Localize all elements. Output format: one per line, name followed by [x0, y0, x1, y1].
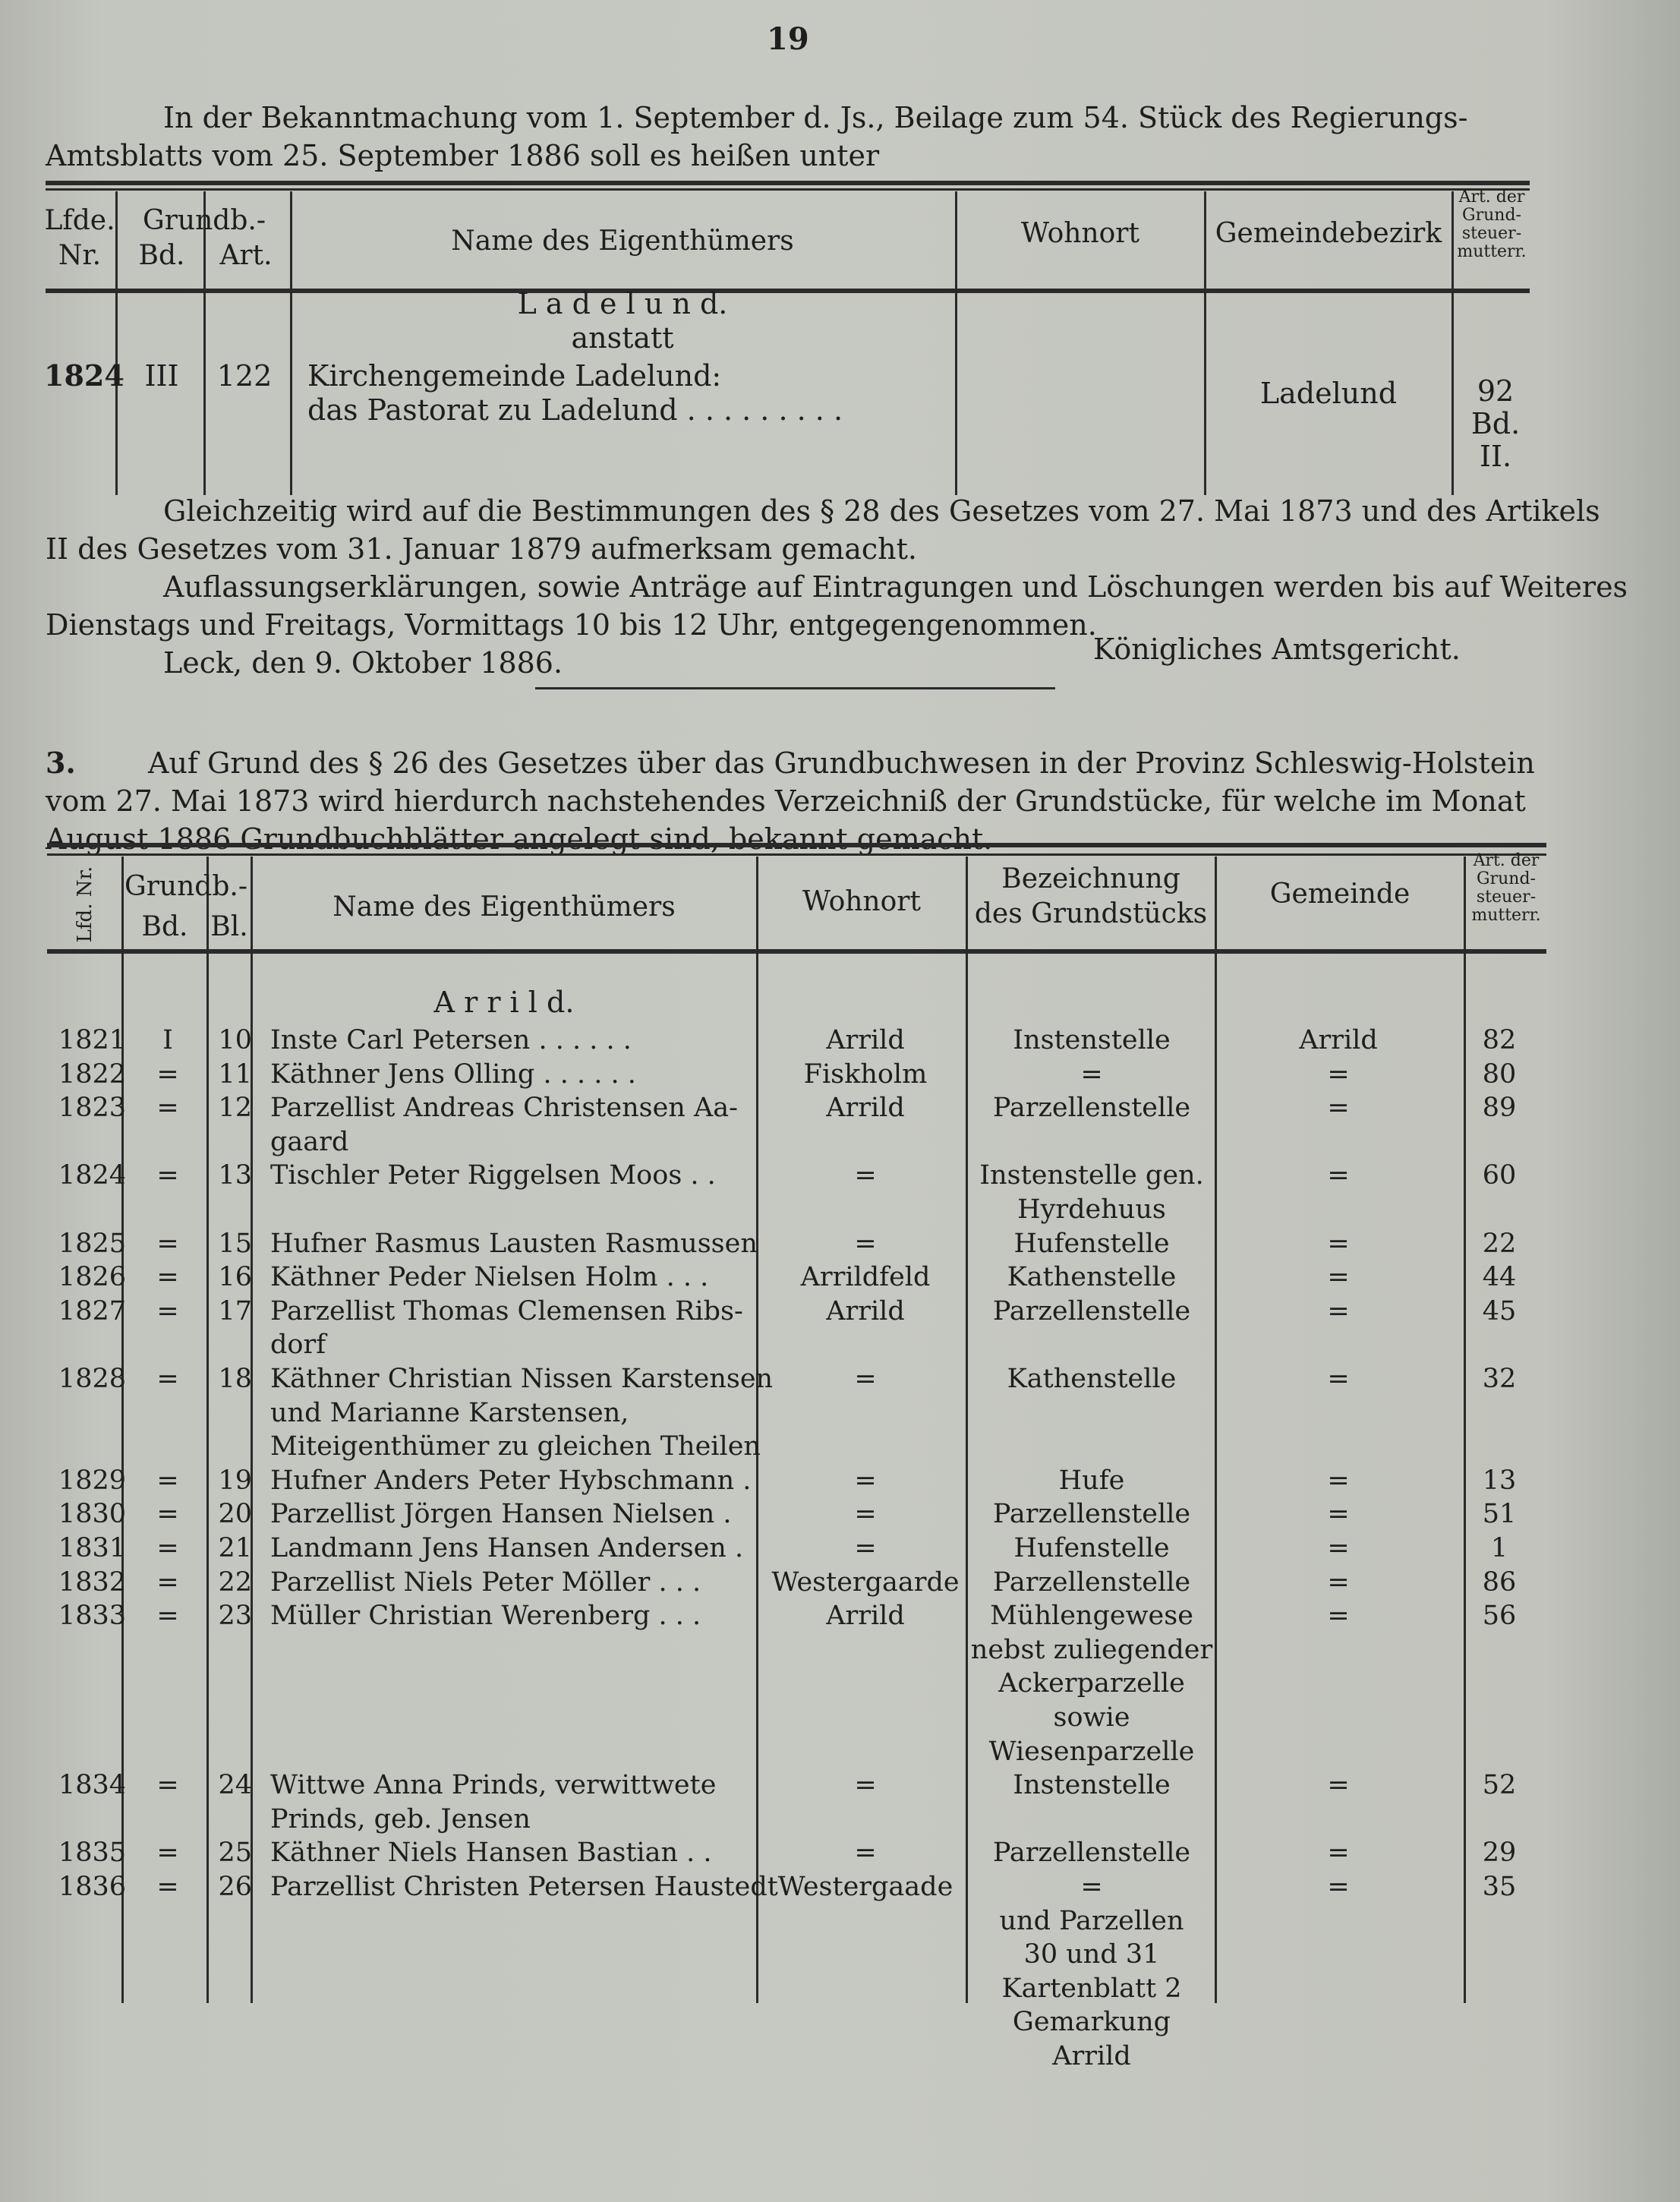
row-nr: 1821	[58, 1025, 126, 1055]
row-gemeinde: =	[1327, 1770, 1350, 1801]
table-row	[0, 1735, 1680, 1768]
section3-line-3: August 1886 Grundbuchblätter angelegt sind, bekannt gemacht.	[46, 822, 993, 856]
row-wohnort: =	[854, 1533, 877, 1563]
intro-line-1: In der Bekanntmachung vom 1. September d. Js., Beilage zum 54. Stück des Regierungs-	[163, 101, 1468, 134]
t1-entry-art-3: II.	[1479, 440, 1512, 473]
table1-col-divider	[955, 191, 957, 495]
section-divider	[535, 687, 1055, 689]
notice-line-1: Gleichzeitig wird auf die Bestimmungen des § 28 des Gesetzes vom 27. Mai 1873 und des Artikels	[163, 494, 1600, 528]
row-nr: 1830	[58, 1499, 126, 1530]
table-row	[0, 1058, 1680, 1091]
row-wohnort: Arrildfeld	[800, 1262, 931, 1293]
row-gemeinde: =	[1327, 1058, 1350, 1090]
section3-line-2: vom 27. Mai 1873 wird hierdurch nachstehendes Verzeichniß der Grundstücke, für welche im Monat	[46, 784, 1526, 818]
row-bezeichnung: Parzellenstelle	[992, 1093, 1191, 1124]
row-bezeichnung: Kartenblatt 2	[1001, 1973, 1182, 2004]
row-nr: 1833	[58, 1601, 126, 1632]
row-bl: 17	[218, 1295, 252, 1327]
row-nr: 1827	[58, 1295, 126, 1327]
t1-entry-art: 122	[216, 359, 273, 393]
row-nr: 1836	[58, 1872, 126, 1902]
t1-entry-gemeinde: Ladelund	[1259, 377, 1398, 410]
row-wohnort: Arrild	[826, 1093, 905, 1124]
row-bl: 24	[218, 1770, 252, 1801]
t1-header-bd: Bd.	[138, 240, 185, 271]
row-bd: =	[156, 1566, 179, 1598]
row-nr: 1834	[58, 1770, 126, 1801]
row-name: Tischler Peter Riggelsen Moos . .	[270, 1160, 716, 1191]
table-row	[0, 1464, 1680, 1497]
row-bezeichnung: =	[1080, 1058, 1103, 1090]
row-bezeichnung: Ackerparzelle	[998, 1668, 1185, 1699]
row-gemeinde: =	[1327, 1160, 1350, 1191]
row-art: 32	[1482, 1364, 1517, 1394]
t1-entry-bd: III	[144, 359, 179, 393]
table-row	[0, 1904, 1680, 1938]
row-bezeichnung: Parzellenstelle	[992, 1295, 1191, 1327]
table-row	[0, 1091, 1680, 1125]
table-row	[0, 1430, 1680, 1463]
row-name: gaard	[270, 1126, 349, 1157]
row-bl: 16	[218, 1262, 252, 1293]
table-row	[0, 1803, 1680, 1836]
row-bd: =	[156, 1160, 179, 1191]
row-bezeichnung: nebst zuliegender	[970, 1634, 1213, 1665]
row-bl: 19	[218, 1465, 252, 1496]
t1-entry-art-2: Bd.	[1470, 407, 1521, 440]
row-bezeichnung: Parzellenstelle	[992, 1838, 1191, 1869]
row-bezeichnung: Instenstelle	[1013, 1025, 1171, 1055]
table-row	[0, 2005, 1680, 2039]
t1-entry-art-1: 92	[1477, 374, 1515, 408]
row-bd: I	[162, 1025, 173, 1055]
row-nr: 1823	[58, 1093, 126, 1124]
table-row	[0, 1938, 1680, 1971]
t2-header-lfd: Lfd. Nr.	[74, 866, 96, 943]
t2-header-bezeichnung: Bezeichnung des Grundstücks	[974, 863, 1208, 929]
row-name: Parzellist Andreas Christensen Aa-	[270, 1093, 738, 1124]
t2-header-bd: Bd.	[141, 911, 188, 942]
table-row	[0, 1633, 1680, 1667]
t1-header-name: Name des Eigenthümers	[451, 226, 794, 257]
row-gemeinde: =	[1327, 1838, 1350, 1869]
row-bezeichnung: Arrild	[1052, 2041, 1131, 2071]
row-art: 80	[1482, 1058, 1517, 1090]
table1-top-rule-2	[46, 188, 1530, 191]
row-bezeichnung: Wiesenparzelle	[988, 1736, 1195, 1767]
row-bd: =	[156, 1093, 179, 1124]
table-row	[0, 1972, 1680, 2005]
row-bl: 10	[218, 1025, 252, 1055]
row-name: Parzellist Jörgen Hansen Nielsen .	[270, 1499, 732, 1530]
row-bd: =	[156, 1601, 179, 1632]
row-art: 51	[1482, 1499, 1517, 1530]
table-row	[0, 1159, 1680, 1192]
row-art: 86	[1482, 1566, 1517, 1598]
table-row	[0, 1125, 1680, 1159]
row-bezeichnung: Mühlengewese	[990, 1601, 1193, 1632]
row-name: Parzellist Niels Peter Möller . . .	[270, 1566, 701, 1598]
t1-entry-nr: 1824	[44, 358, 125, 393]
page-number: 19	[767, 21, 809, 57]
row-bezeichnung: Hufe	[1058, 1465, 1125, 1496]
notice-line-2: II des Gesetzes vom 31. Januar 1879 aufmerksam gemacht.	[46, 532, 917, 566]
row-bezeichnung: Kathenstelle	[1007, 1262, 1177, 1293]
row-name: Inste Carl Petersen . . . . . .	[270, 1025, 632, 1055]
row-wohnort: =	[854, 1364, 877, 1394]
row-nr: 1829	[58, 1465, 126, 1496]
row-bezeichnung: Instenstelle gen.	[979, 1160, 1204, 1191]
row-bezeichnung: Gemarkung	[1012, 2007, 1171, 2038]
row-bl: 20	[218, 1499, 252, 1530]
row-wohnort: =	[854, 1770, 877, 1801]
row-nr: 1835	[58, 1838, 126, 1869]
row-gemeinde: =	[1327, 1566, 1350, 1598]
row-name: dorf	[270, 1330, 326, 1361]
row-gemeinde: =	[1327, 1364, 1350, 1394]
t2-header-grundb: Grundb.-	[124, 871, 248, 902]
t1-header-wohnort: Wohnort	[1021, 218, 1139, 249]
row-bezeichnung: Hyrdehuus	[1017, 1194, 1166, 1225]
t1-header-gemeindebezirk: Gemeindebezirk	[1215, 218, 1442, 249]
t2-section-title: A r r i l d.	[433, 986, 575, 1019]
row-bl: 15	[218, 1228, 252, 1259]
row-gemeinde: =	[1327, 1093, 1350, 1124]
table1-top-rule	[46, 181, 1530, 185]
row-gemeinde: Arrild	[1299, 1025, 1378, 1055]
row-name: Parzellist Thomas Clemensen Ribs-	[270, 1295, 743, 1327]
table-row	[0, 1024, 1680, 1057]
row-gemeinde: =	[1327, 1601, 1350, 1632]
row-gemeinde: =	[1327, 1262, 1350, 1293]
table-row	[0, 2040, 1680, 2073]
table-row	[0, 1193, 1680, 1226]
row-wohnort: =	[854, 1228, 877, 1259]
row-bezeichnung: Hufenstelle	[1013, 1228, 1170, 1259]
section3-line-1: Auf Grund des § 26 des Gesetzes über das Grundbuchwesen in der Provinz Schleswig-Holstein	[148, 746, 1535, 780]
row-nr: 1824	[58, 1160, 126, 1191]
row-bezeichnung: und Parzellen	[999, 1905, 1184, 1936]
row-bd: =	[156, 1228, 179, 1259]
notice-signature: Königliches Amtsgericht.	[1093, 633, 1461, 666]
table2-header-rule	[47, 949, 1546, 954]
row-gemeinde: =	[1327, 1499, 1350, 1530]
row-bd: =	[156, 1295, 179, 1327]
table-row	[0, 1396, 1680, 1430]
table-row	[0, 1227, 1680, 1260]
row-bezeichnung: 30 und 31	[1023, 1939, 1160, 1970]
row-name: Prinds, geb. Jensen	[270, 1803, 531, 1834]
row-art: 1	[1490, 1533, 1508, 1563]
row-nr: 1825	[58, 1228, 126, 1259]
row-art: 13	[1482, 1465, 1517, 1496]
row-wohnort: Arrild	[826, 1295, 905, 1327]
row-name: Landmann Jens Hansen Andersen .	[270, 1533, 744, 1563]
row-bd: =	[156, 1058, 179, 1090]
row-name: Käthner Jens Olling . . . . . .	[270, 1058, 636, 1090]
notice-line-4: Dienstags und Freitags, Vormittags 10 bis 12 Uhr, entgegengenommen.	[46, 608, 1097, 642]
table-row	[0, 1328, 1680, 1361]
section3-number: 3.	[46, 746, 76, 780]
row-bl: 11	[218, 1058, 252, 1090]
row-wohnort: Westergaarde	[771, 1566, 960, 1598]
t2-header-gemeinde: Gemeinde	[1269, 879, 1411, 910]
row-bezeichnung: =	[1080, 1872, 1103, 1902]
row-bd: =	[156, 1533, 179, 1563]
row-art: 45	[1482, 1295, 1517, 1327]
row-wohnort: Westergaade	[777, 1872, 953, 1902]
row-wohnort: Fiskholm	[803, 1058, 928, 1090]
row-nr: 1822	[58, 1058, 126, 1090]
table-row	[0, 1566, 1680, 1599]
row-bl: 22	[218, 1566, 252, 1598]
row-bezeichnung: sowie	[1053, 1702, 1130, 1733]
t1-header-grundb: Grundb.-	[142, 205, 266, 236]
row-gemeinde: =	[1327, 1533, 1350, 1563]
row-art: 44	[1482, 1262, 1517, 1293]
row-bl: 21	[218, 1533, 252, 1563]
row-bl: 25	[218, 1838, 252, 1869]
notice-place-date: Leck, den 9. Oktober 1886.	[163, 646, 563, 680]
t1-section-title: L a d e l u n d.	[517, 287, 728, 320]
row-wohnort: =	[854, 1838, 877, 1869]
t2-header-name: Name des Eigenthümers	[333, 891, 676, 923]
row-art: 52	[1482, 1770, 1517, 1801]
row-art: 35	[1482, 1872, 1517, 1902]
row-name: Müller Christian Werenberg . . .	[270, 1601, 701, 1632]
row-bl: 12	[218, 1093, 252, 1124]
row-bezeichnung: Instenstelle	[1013, 1770, 1171, 1801]
row-wohnort: Arrild	[826, 1025, 905, 1055]
row-bl: 26	[218, 1872, 252, 1902]
row-nr: 1828	[58, 1364, 126, 1394]
row-wohnort: =	[854, 1499, 877, 1530]
row-bd: =	[156, 1838, 179, 1869]
t2-header-bl: Bl.	[210, 911, 248, 942]
t1-anstatt: anstatt	[571, 321, 674, 355]
t1-entry-name-1: Kirchengemeinde Ladelund:	[307, 359, 722, 393]
row-name: Miteigenthümer zu gleichen Theilen	[270, 1431, 761, 1462]
t2-header-art-grund: Art. der Grund- steuer- mutterr.	[1471, 851, 1541, 925]
row-wohnort: Arrild	[826, 1601, 905, 1632]
row-name: Käthner Christian Nissen Karstensen	[270, 1364, 774, 1394]
row-name: Wittwe Anna Prinds, verwittwete	[270, 1770, 717, 1801]
table-row	[0, 1768, 1680, 1802]
row-bd: =	[156, 1364, 179, 1394]
row-wohnort: =	[854, 1160, 877, 1191]
row-bd: =	[156, 1262, 179, 1293]
row-art: 82	[1482, 1025, 1517, 1055]
table-row	[0, 1260, 1680, 1294]
row-name: Hufner Anders Peter Hybschmann .	[270, 1465, 752, 1496]
row-nr: 1826	[58, 1262, 126, 1293]
row-name: Käthner Niels Hansen Bastian . .	[270, 1838, 712, 1869]
row-art: 29	[1482, 1838, 1517, 1869]
intro-line-2: Amtsblatts vom 25. September 1886 soll es heißen unter	[46, 139, 880, 172]
t1-header-art-grund: Art. der Grund- steuer- mutterr.	[1457, 188, 1527, 261]
row-art: 60	[1482, 1160, 1517, 1191]
row-bd: =	[156, 1770, 179, 1801]
row-name: und Marianne Karstensen,	[270, 1397, 629, 1428]
table2-top-rule-2	[47, 853, 1546, 856]
row-gemeinde: =	[1327, 1295, 1350, 1327]
row-bd: =	[156, 1872, 179, 1902]
notice-line-3: Auflassungserklärungen, sowie Anträge auf Eintragungen und Löschungen werden bis auf Weiteres	[163, 570, 1628, 604]
row-bd: =	[156, 1499, 179, 1530]
table2-top-rule	[47, 843, 1546, 847]
t1-entry-name-2: das Pastorat zu Ladelund . . . . . . . . .	[307, 393, 843, 427]
row-bezeichnung: Hufenstelle	[1013, 1533, 1170, 1563]
row-nr: 1832	[58, 1566, 126, 1598]
row-bl: 23	[218, 1601, 252, 1632]
row-bd: =	[156, 1465, 179, 1496]
table-row	[0, 1295, 1680, 1328]
table1-col-divider	[1204, 191, 1206, 495]
table-row	[0, 1532, 1680, 1565]
row-gemeinde: =	[1327, 1872, 1350, 1902]
table-row	[0, 1599, 1680, 1633]
row-bezeichnung: Kathenstelle	[1007, 1364, 1177, 1394]
row-nr: 1831	[58, 1533, 126, 1563]
row-gemeinde: =	[1327, 1228, 1350, 1259]
row-bl: 13	[218, 1160, 252, 1191]
row-name: Hufner Rasmus Lausten Rasmussen	[270, 1228, 758, 1259]
table-row	[0, 1497, 1680, 1531]
row-bl: 18	[218, 1364, 252, 1394]
table-row	[0, 1701, 1680, 1734]
table-row	[0, 1870, 1680, 1904]
table-row	[0, 1667, 1680, 1700]
row-art: 89	[1482, 1093, 1517, 1124]
t2-header-wohnort: Wohnort	[802, 886, 921, 917]
row-bezeichnung: Parzellenstelle	[992, 1499, 1191, 1530]
t1-header-lfd: Lfde. Nr.	[44, 205, 115, 271]
row-bezeichnung: Parzellenstelle	[992, 1566, 1191, 1598]
row-art: 22	[1482, 1228, 1517, 1259]
row-art: 56	[1482, 1601, 1517, 1632]
table-row	[0, 1362, 1680, 1396]
row-wohnort: =	[854, 1465, 877, 1496]
table-row	[0, 1836, 1680, 1869]
t1-header-art: Art.	[219, 240, 273, 271]
row-name: Parzellist Christen Petersen Haustedt	[270, 1872, 778, 1902]
row-gemeinde: =	[1327, 1465, 1350, 1496]
row-name: Käthner Peder Nielsen Holm . . .	[270, 1262, 709, 1293]
